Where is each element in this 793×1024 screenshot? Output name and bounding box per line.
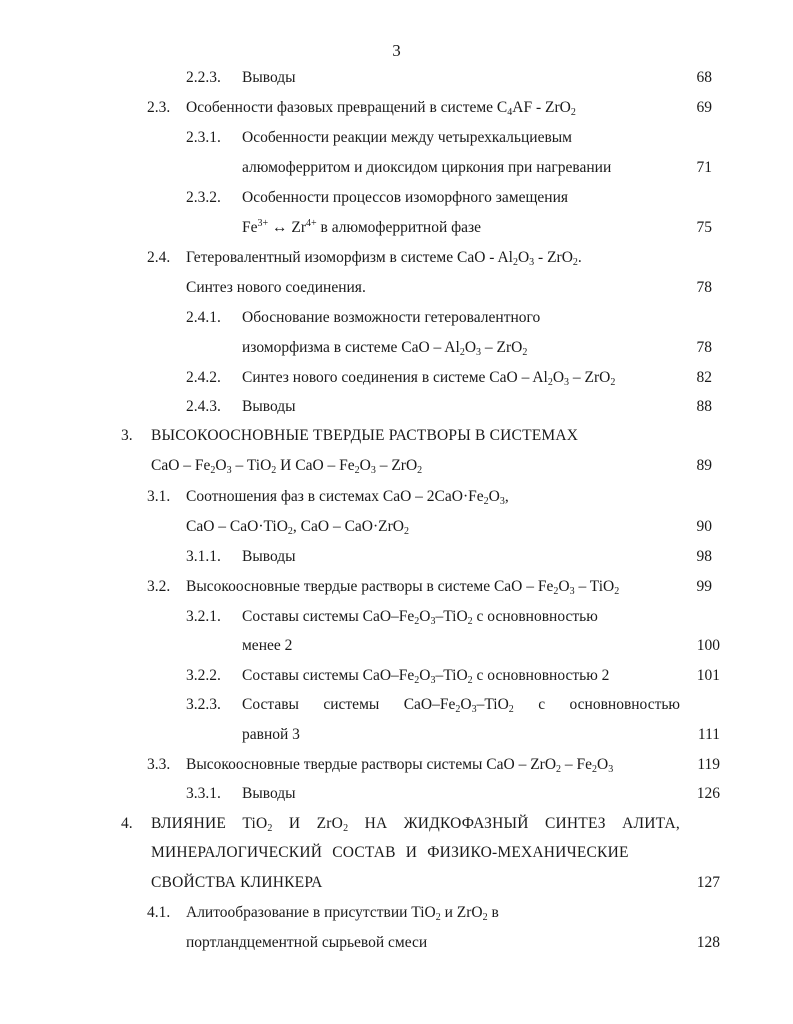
toc-number: 3.2.	[147, 578, 171, 595]
toc-page: 119	[697, 756, 720, 773]
toc-number: 3.3.	[147, 756, 171, 773]
toc-page: 126	[696, 785, 720, 802]
toc-page: 78	[696, 339, 712, 356]
toc-title: Высокоосновные твердые растворы системы CaO – $ZrO_2 - Fe_2O_3$	[186, 756, 614, 775]
toc-title-cont: алюмоферритом и диоксидом циркония при нагревании	[242, 159, 612, 176]
toc-number: 2.3.2.	[186, 189, 221, 206]
toc-number: 3.1.1.	[186, 548, 221, 565]
toc-title: Выводы	[242, 69, 296, 86]
toc-title: Выводы	[242, 398, 296, 415]
toc-chapter-title: ВЛИЯНИЕ TiO$_2$ И ZrO$_2$ НА ЖИДКОФАЗНЫЙ СИНТЕЗ АЛИТА,	[151, 815, 680, 834]
toc-number: 2.4.	[147, 249, 171, 266]
page-number: 3	[392, 41, 401, 60]
toc-number: 2.2.3.	[186, 69, 221, 86]
toc-number: 3.2.2.	[186, 667, 221, 684]
toc-title: Особенности фазовых превращений в системе $C_4AF - ZrO_2$	[186, 99, 576, 118]
toc-page: 89	[696, 457, 712, 474]
toc-title: Особенности процессов изоморфного замещения	[242, 189, 568, 206]
toc-title: Синтез нового соединения в системе CaO – $Al_2O_3 - ZrO_2$	[242, 369, 616, 388]
toc-title: Особенности реакции между четырехкальциевым	[242, 129, 572, 146]
toc-title-cont: CaO – CaO·TiO$_2$, CaO – CaO·ZrO$_2$	[186, 518, 409, 537]
toc-title-cont: равной 3	[242, 726, 300, 743]
toc-number: 2.3.1.	[186, 129, 221, 146]
toc-number: 4.	[121, 815, 133, 832]
toc-page: 71	[696, 159, 712, 176]
toc-title: Составы системы CaO–$Fe_2O_3-TiO_2$ с основновностью 2	[242, 667, 610, 686]
toc-title-cont: портландцементной сырьевой смеси	[186, 934, 428, 951]
toc-number: 2.3.	[147, 99, 171, 116]
toc-number: 3.	[121, 427, 133, 444]
toc-title: Составы системы CaO–$Fe_2O_3-TiO_2$ с основновностью	[242, 608, 598, 627]
toc-page: 111	[697, 726, 720, 743]
toc-page: 78	[696, 279, 712, 296]
toc-title-cont: изоморфизма в системе CaO – $Al_2O_3 - ZrO_2$	[242, 339, 528, 358]
toc-title-cont: Синтез нового соединения.	[186, 279, 366, 296]
toc-chapter-title-cont: СВОЙСТВА КЛИНКЕРА	[151, 874, 323, 891]
toc-page: 69	[696, 99, 712, 116]
toc-title: Высокоосновные твердые растворы в системе CaO – $Fe_2O_3 - TiO_2$	[186, 578, 620, 597]
toc-number: 2.4.3.	[186, 398, 221, 415]
toc-page: 68	[696, 69, 712, 86]
toc-number: 2.4.2.	[186, 369, 221, 386]
toc-number: 4.1.	[147, 904, 171, 921]
toc-number: 3.2.3.	[186, 696, 221, 713]
toc-number: 3.3.1.	[186, 785, 221, 802]
toc-title: Гетеровалентный изоморфизм в системе CaO - $Al_2O_3 - ZrO_2$.	[186, 249, 582, 268]
toc-chapter-title: ВЫСОКООСНОВНЫЕ ТВЕРДЫЕ РАСТВОРЫ В СИСТЕМАХ	[151, 427, 579, 444]
toc-title-cont: $Fe^{3+}$ ↔ $Zr^{4+}$ в алюмоферритной фазе	[242, 218, 482, 236]
toc-title: Выводы	[242, 548, 296, 565]
toc-page: 90	[696, 518, 712, 535]
toc-page: 127	[696, 874, 720, 891]
toc-page: 100	[696, 637, 720, 654]
toc-title: Соотношения фаз в системах CaO – $2CaO\cdot Fe_2O_3$,	[186, 488, 509, 507]
toc-title-cont: CaO – $Fe_2O_3 - TiO_2$ И CaO – $Fe_2O_3 - ZrO_2$	[151, 457, 423, 476]
toc-page: 128	[696, 934, 720, 951]
toc-title-cont: менее 2	[242, 637, 293, 654]
toc-title: Выводы	[242, 785, 296, 802]
toc-page: 82	[696, 369, 712, 386]
toc-page: 75	[696, 219, 712, 236]
toc-chapter-title-cont: МИНЕРАЛОГИЧЕСКИЙ СОСТАВ И ФИЗИКО-МЕХАНИЧЕСКИЕ	[151, 844, 629, 861]
toc-title: Обоснование возможности гетеровалентного	[242, 309, 541, 326]
toc-page: 98	[696, 548, 712, 565]
toc-title: Составы системы CaO–$Fe_2O_3-TiO_2$ с основновностью	[242, 696, 680, 715]
toc-title: Алитообразование в присутствии TiO$_2$ и ZrO$_2$ в	[186, 904, 499, 923]
toc-number: 3.2.1.	[186, 608, 221, 625]
toc-page: 88	[696, 398, 712, 415]
toc-page: 101	[696, 667, 720, 684]
toc-number: 2.4.1.	[186, 309, 221, 326]
toc-page: 99	[696, 578, 712, 595]
toc-number: 3.1.	[147, 488, 171, 505]
